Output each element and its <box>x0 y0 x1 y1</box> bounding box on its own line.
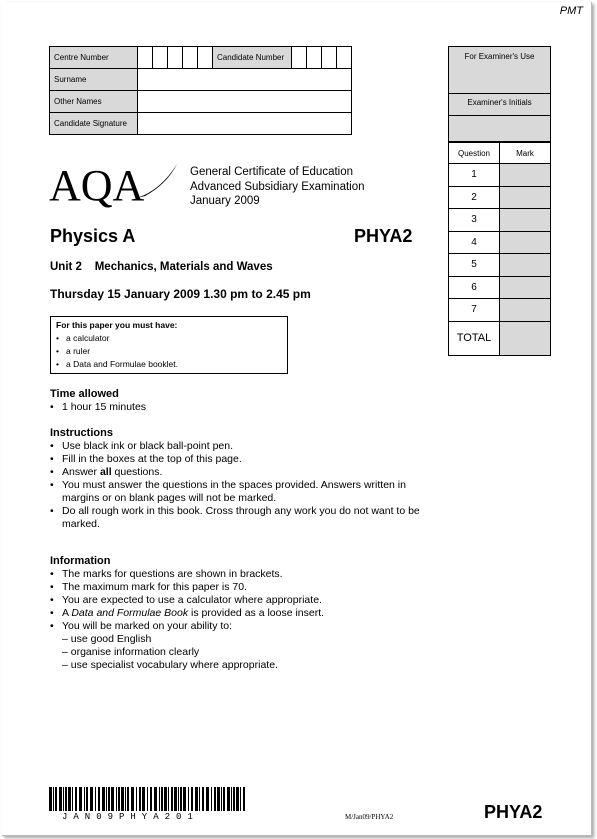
question-number: 4 <box>449 231 500 254</box>
barcode-bar <box>121 787 124 811</box>
time-allowed-heading: Time allowed <box>50 388 119 400</box>
barcode-bar <box>221 787 222 811</box>
marks-table <box>449 142 550 355</box>
question-number: 2 <box>449 186 500 209</box>
instruction-item: • Do all rough work in this book. Cross through any work you do not want to be marked. <box>50 505 422 531</box>
barcode-bar <box>150 787 152 811</box>
candidate-number-box[interactable] <box>337 47 352 69</box>
examiner-initials-label: Examiner's Initials <box>449 94 550 116</box>
time-allowed-item: • 1 hour 15 minutes <box>50 401 422 414</box>
instruction-bold: all <box>99 466 112 478</box>
centre-number-box[interactable] <box>153 47 168 69</box>
surname-label: Surname <box>50 69 138 91</box>
question-header: Question <box>449 143 500 164</box>
instruction-item <box>50 466 422 479</box>
barcode-bar <box>116 787 117 811</box>
aqa-logo-text: AQA <box>49 161 145 208</box>
barcode-bar <box>136 787 137 811</box>
barcode-bar <box>180 787 182 811</box>
signature-label: Candidate Signature <box>50 113 138 135</box>
information-item: • You will be marked on your ability to: <box>50 620 422 633</box>
instruction-item: • Use black ink or black ball-point pen. <box>50 440 422 453</box>
centre-number-box[interactable] <box>198 47 213 69</box>
barcode-bar <box>125 787 126 811</box>
mark-cell[interactable] <box>500 186 551 209</box>
barcode-bar <box>161 787 163 811</box>
qualification-block <box>190 165 365 209</box>
barcode-bar <box>90 787 93 811</box>
pmt-mark: PMT <box>559 5 583 17</box>
barcode-bar <box>86 787 88 811</box>
barcode-bar <box>211 787 212 811</box>
other-names-field[interactable] <box>138 91 352 113</box>
candidate-number-box[interactable] <box>307 47 322 69</box>
instruction-item: • Fill in the boxes at the top of this page. <box>50 453 422 466</box>
examiner-use-box <box>448 46 551 356</box>
barcode-bar <box>217 787 220 811</box>
barcode-bar <box>127 787 129 811</box>
barcode-bar <box>188 787 189 811</box>
exam-cover-page <box>2 2 592 836</box>
candidate-number-box[interactable] <box>292 47 307 69</box>
barcode-bar <box>168 787 169 811</box>
barcode-bar <box>49 787 52 811</box>
total-label: TOTAL <box>449 321 500 355</box>
information-subitem: – use good English <box>62 633 152 645</box>
barcode-bar <box>174 787 177 811</box>
barcode-bar <box>139 787 141 811</box>
mark-cell[interactable] <box>500 231 551 254</box>
barcode-bar <box>183 787 186 811</box>
mark-cell[interactable] <box>500 209 551 232</box>
requirement-item: • a ruler <box>56 345 282 358</box>
information-item: • The maximum mark for this paper is 70. <box>50 581 422 594</box>
information-section <box>50 555 422 672</box>
instructions-heading: Instructions <box>50 427 113 439</box>
examiner-initials-field[interactable] <box>449 116 550 142</box>
barcode-bar <box>223 787 225 811</box>
session-line: January 2009 <box>190 195 260 207</box>
barcode-bar <box>191 787 193 811</box>
barcode-bar <box>171 787 173 811</box>
barcode-bar <box>206 787 209 811</box>
barcode-bar <box>233 787 235 811</box>
mark-header: Mark <box>500 143 551 164</box>
instruction-text: questions. <box>111 466 163 478</box>
barcode-bar <box>98 787 100 811</box>
barcode-bar <box>202 787 204 811</box>
requirements-title: For this paper you must have: <box>56 320 178 330</box>
barcode-bar <box>131 787 134 811</box>
barcode-bar <box>108 787 110 811</box>
other-names-label: Other Names <box>50 91 138 113</box>
barcode-bar <box>159 787 160 811</box>
barcode-bar <box>65 787 67 811</box>
candidate-details-table <box>49 46 352 135</box>
barcode-bar <box>154 787 157 811</box>
mark-cell[interactable] <box>500 164 551 187</box>
barcode-bar <box>118 787 120 811</box>
information-item: • The marks for questions are shown in brackets. <box>50 568 422 581</box>
centre-number-box[interactable] <box>168 47 183 69</box>
barcode-bar <box>53 787 54 811</box>
aqa-logo <box>49 160 189 208</box>
barcode-bar <box>227 787 230 811</box>
barcode-bar <box>84 787 85 811</box>
barcode-bar <box>214 787 216 811</box>
barcode-bar <box>236 787 239 811</box>
mark-cell[interactable] <box>500 299 551 322</box>
instruction-text: Answer <box>62 466 100 478</box>
paper-code: PHYA2 <box>354 226 413 246</box>
centre-number-box[interactable] <box>138 47 153 69</box>
unit-title: Unit 2 Mechanics, Materials and Waves <box>50 261 273 273</box>
qualification-line: General Certificate of Education <box>190 166 354 178</box>
barcode-bar <box>142 787 145 811</box>
barcode-bar <box>102 787 105 811</box>
barcode-bar <box>63 787 64 811</box>
question-number: 5 <box>449 254 500 277</box>
surname-field[interactable] <box>138 69 352 91</box>
barcode-bar <box>59 787 62 811</box>
barcode-bar <box>111 787 114 811</box>
barcode-number: JAN09PHYA201 <box>62 812 199 822</box>
instruction-item: • You must answer the questions in the spaces provided. Answers written in margins or on blank pages will not be marked. <box>50 479 422 505</box>
barcode-bar <box>147 787 148 811</box>
question-number: 3 <box>449 209 500 232</box>
exam-date: Thursday 15 January 2009 1.30 pm to 2.45 pm <box>50 287 311 301</box>
barcode-bar <box>95 787 96 811</box>
barcode-bar <box>240 787 241 811</box>
information-subitem: – organise information clearly <box>62 646 200 658</box>
barcode-bar <box>178 787 179 811</box>
centre-number-label: Centre Number <box>50 47 138 69</box>
barcode-bar <box>79 787 82 811</box>
barcode-bar <box>243 787 245 811</box>
mark-cell[interactable] <box>500 254 551 277</box>
barcode-bar <box>55 787 57 811</box>
information-item: • You are expected to use a calculator where appropriate. <box>50 594 422 607</box>
barcode-bar <box>231 787 232 811</box>
examiner-use-label: For Examiner's Use <box>449 47 550 94</box>
question-number: 6 <box>449 276 500 299</box>
information-italic: Data and Formulae Book <box>71 607 189 619</box>
instructions-section <box>50 427 422 531</box>
paper-reference: M/Jan09/PHYA2 <box>345 813 394 821</box>
barcode-bar <box>72 787 73 811</box>
barcode-bar <box>164 787 167 811</box>
requirement-item: • a Data and Formulae booklet. <box>56 358 282 371</box>
information-text: is provided as a loose insert. <box>188 607 325 619</box>
time-allowed-section <box>50 388 422 414</box>
question-number: 1 <box>449 164 500 187</box>
question-number: 7 <box>449 299 500 322</box>
mark-cell[interactable] <box>500 276 551 299</box>
signature-field[interactable] <box>138 113 352 135</box>
barcode-bar <box>68 787 71 811</box>
barcode-bar <box>106 787 107 811</box>
barcode-bar <box>195 787 198 811</box>
barcode <box>49 787 249 811</box>
candidate-number-label: Candidate Number <box>213 47 292 69</box>
requirement-item: • a calculator <box>56 332 282 345</box>
centre-number-box[interactable] <box>183 47 198 69</box>
information-text: A <box>62 607 72 619</box>
footer-paper-code: PHYA2 <box>484 802 543 822</box>
requirements-box <box>50 316 288 374</box>
barcode-bar <box>75 787 77 811</box>
candidate-number-box[interactable] <box>322 47 337 69</box>
examination-line: Advanced Subsidiary Examination <box>190 180 365 193</box>
paper-title: Physics A <box>50 226 136 246</box>
information-item <box>50 607 422 620</box>
information-subitem: – use specialist vocabulary where appropriate. <box>62 659 278 671</box>
information-heading: Information <box>50 555 111 567</box>
barcode-bar <box>199 787 200 811</box>
total-mark-cell[interactable] <box>500 321 551 355</box>
